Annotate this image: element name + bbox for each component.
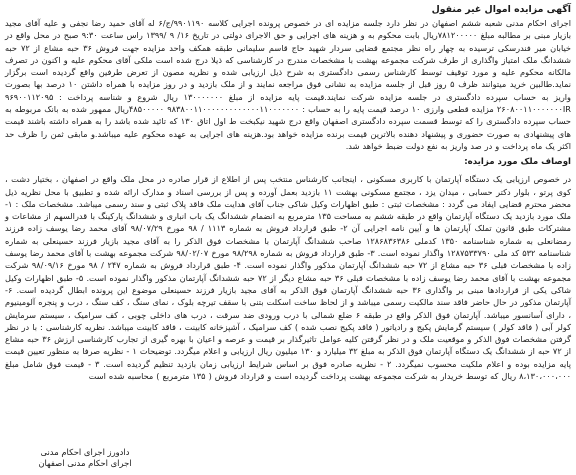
signature-line-2: اجرای احکام مدنی اصفهان <box>38 458 132 468</box>
notice-intro: اجرای احکام مدنی شعبه ششم اصفهان در نظر دارد جلسه مزایده ای در خصوص پرونده اجرایی کلاسه ۹۹۰۱۱۹۰/ج/۶ له آقای حمید رضا نجفی و علیه آقای مجید بازیار مبنی بر مطالبه مبلغ ۷۸۱۲۰۰۰۰۰ریال بابت محکوم به و هزینه های اجرایی و حق الاجرای دولتی در تاریخ ۱۶/ ۹ /۱۳۹۹ راس ساعت ۹:۳۰ صبح در محل واقع در خیابان میر فندرسکی ترسیده به چهار راه نظر مجتمع قضایی سردار شهید حاج قاسم سلیمانی طبقه همکف واحد مزایده جهت فروش ۳۶ حبه مشاع از ۷۲ حبه ششدانگ ملک امتیاز واگذاری از طرف شرکت مجموعه بهشت با مشخصات مندرج در کارشناسی که ذیلا درج شده است ملکی آقای محکوم علیه و اکنون در تصرف مالکانه محکوم علیه و مورد توقیف توسط کارشناس رسمی دادگستری به شرح ذیل ارزیابی شده و نظریه مصون از تعرض طرفین واقع گردیده است برگزار نماید.طالبین خرید میتوانند ظرف ۵ روز قبل از جلسه مزایده به نشانی فوق مراجعه نمایند و از ملک بازدید و در روز مزایده با همراه داشتن ۱۰ درصد بها بصورت واریز به حساب سپرده دادگستری در جلسه مزایده شرکت نمایند.قیمت پایه مزایده از مبلغ ۱۳۰۰۰۰۰۰۰ ریال شروع و شناسه پرداخت : ۹۶۹۰۰۱۱۲۰۹۵ ۲۶۰۸۰۰۱۱۰۰۰۰۰۰۰IR مزایده قطعی وارزی ۱۰ درصد قیمت پایه را به حساب : ۹۸۳۸۰۰۱۱۰۰۰۰۰۰۰۰۰۰۰۰۰۱۱۰۰۰۰۰۰۰ ۴۸۵۰۰۰۰۰ریال ممهور شده به بانک مربوطه به حساب سپرده دادگستری را که توسط قسمت سپرده دادگستری اصفهان واقع درج شهید نیکبخت ط اول اتاق ۱۳۰ که تائید شده باشد را به همراه داشته باشند قیمت های پیشنهادی به صورت حضوری و پیشنهاد دهنده بالاترین قیمت برنده مزایده خواهد بود.هزینه های اجرایی به عهده محکوم علیه میباشد.و مابقی ثمن را ظرف حد اکثر یک ماه پرداخت و در صد واریز به نفع دولت ضبط خواهد شد. <box>5 18 572 151</box>
property-description: در خصوص ارزیابی یک دستگاه آپارتمان با کاربری مسکونی ، اینجانب کارشناس منتخب پس از اطلاع از قرار صادره در محل ملک واقع در اصفهان ، بختیار دشت ، کوی پرتو ، بلوار دکتر حسابی ، میدان یزد ، مجتمع مسکونی بهشت ۱۱ بازدید بعمل آورده و پس از بررسی اسناد و مدارک ارائه شده و تطبیق با محل نظریه ذیل محضر محترم قضایی ایفاد می گردد : مشخصات ثبتی : طبق اظهارات وکیل شاکی جناب آقای هدایت ملک فاقد پلاک ثبتی و سند رسمی میباشد. مشخصات ملک : ۱- ملک مورد بازدید یک دستگاه آپارتمان واقع در طبقه ششم به مساحت ۱۳۵ مترمربع به انضمام ششدانگ یک باب انباری و ششدانگ پارکینگ با قدرالسهم از مشاعات و مشترکات طبق قانون تملک آپارتمان ها و آیین نامه اجرایی آن ۲- طبق قرارداد فروش به شماره ۱۱۱۳ / ۹۸ مورخ ۹۸/۰۷/۲۹ آقای محمد رضا یوسف زاده فرزند رمضانعلی به شماره شناسنامه ۱۳۵۰ کدملی ۱۲۸۶۸۳۶۳۸۶ صاحب ششدانگ آپارتمان با مشخصات فوق الذکر را به آقای مجید بازیار فرزند حسینعلی به شماره شناسنامه ۵۳۲ کد ملی ۱۲۸۷۵۳۳۷۹۰ واگذار نموده است. ۳- طبق قرارداد فروش به شماره ۹۸/۲۹۸ مورخ ۹۸/۰۲/۰۷ شرکت مجموعه بهشت با آقای محمد رضا یوسف زاده با مشخصات قبلی ۳۶ حبه مشاع از ۷۲ حبه ششدانگ آپارتمان مذکور واگذار نموده است. ۴- طبق قرارداد فروش به شماره ۲۴۷ / ۹۸ مورخ ۹۸/۰۹/۱۶ شرکت مجموعه بهشت با آقای محمد رضا یوسف زاده با مشخصات قبلی ۳۶ حبه مشاع دیگر از ۷۲ حبه ششدانگ آپارتمان مذکور واگذار نموده است. ۵- طبق اظهارات وکیل شاکی یکی از قراردادها مبنی بر واگذاری ۳۶ حبه ششدانگ آپارتمان فوق الذکر به آقای مجید بازیار فرزند حسینعلی موضوع این پرونده ابطال گردیده است. ۶- آپارتمان مذکور در حال حاضر فاقد سند مالکیت رسمی میباشد و از لحاظ ساخت اسکلت بتنی با سقف تیرچه بلوک ، نمای سنگ ، کف سنگ ، درب و پنجره آلومینیوم ، دارای آسانسور میباشد. آپارتمان فوق الذکر واقع در طبقه ۶ ضلع شمالی با درب ورودی ضد سرقت ، درب های داخلی چوبی ، کف سرامیک ، سیستم سرمایش کولر آبی ( فاقد کولر ) سیستم گرمایش پکیج و رادیاتور ( فاقد پکیج نصب شده ) کف سرامیک ، آشپزخانه کابینت ، فاقد کابینت میباشد. نظریه کارشناسی : با در نظر گرفتن مشخصات فوق الذکر و موقعیت ملک و در نظر گرفتن کلیه عوامل تاثیرگذار بر قیمت و عرصه و اعیان با بهره گیری از تجارب کارشناسی ارزش ۳۶ حبه مشاع از ۷۲ حبه از ششدانگ یک دستگاه آپارتمان فوق الذکر به مبلغ ۳۲ میلیارد و ۱۳۰ میلیون ریال ارزیابی و اعلام میگردد. توضیحات ۱ - نظریه صرفا به منظور تعیین قیمت پایه مزایده بوده و اعلام ملکیت محسوب نمیگردد. ۲ - نظریه صادره فوق بر اساس شرایط ارزیابی زمان بازدید تنظیم گردیده است. ۳ - قیمت فوق شامل مبلغ ۸،۱۳۰،۰۰۰،۰۰۰ ریال که توسط خریدار به شرکت مجموعه بهشت پرداخت گردیده است و قرارداد فروش ( ۱۳۵ مترمربع ) محاسبه شده است <box>5 174 572 382</box>
signature-line-1: دادورز اجرای احکام مدنی <box>40 447 130 457</box>
notice-title: آگهی مزایده اموال غیر منقول <box>431 4 571 15</box>
signature-block <box>10 447 160 469</box>
property-description-heading: اوصاف ملک مورد مزایده: <box>464 157 571 168</box>
